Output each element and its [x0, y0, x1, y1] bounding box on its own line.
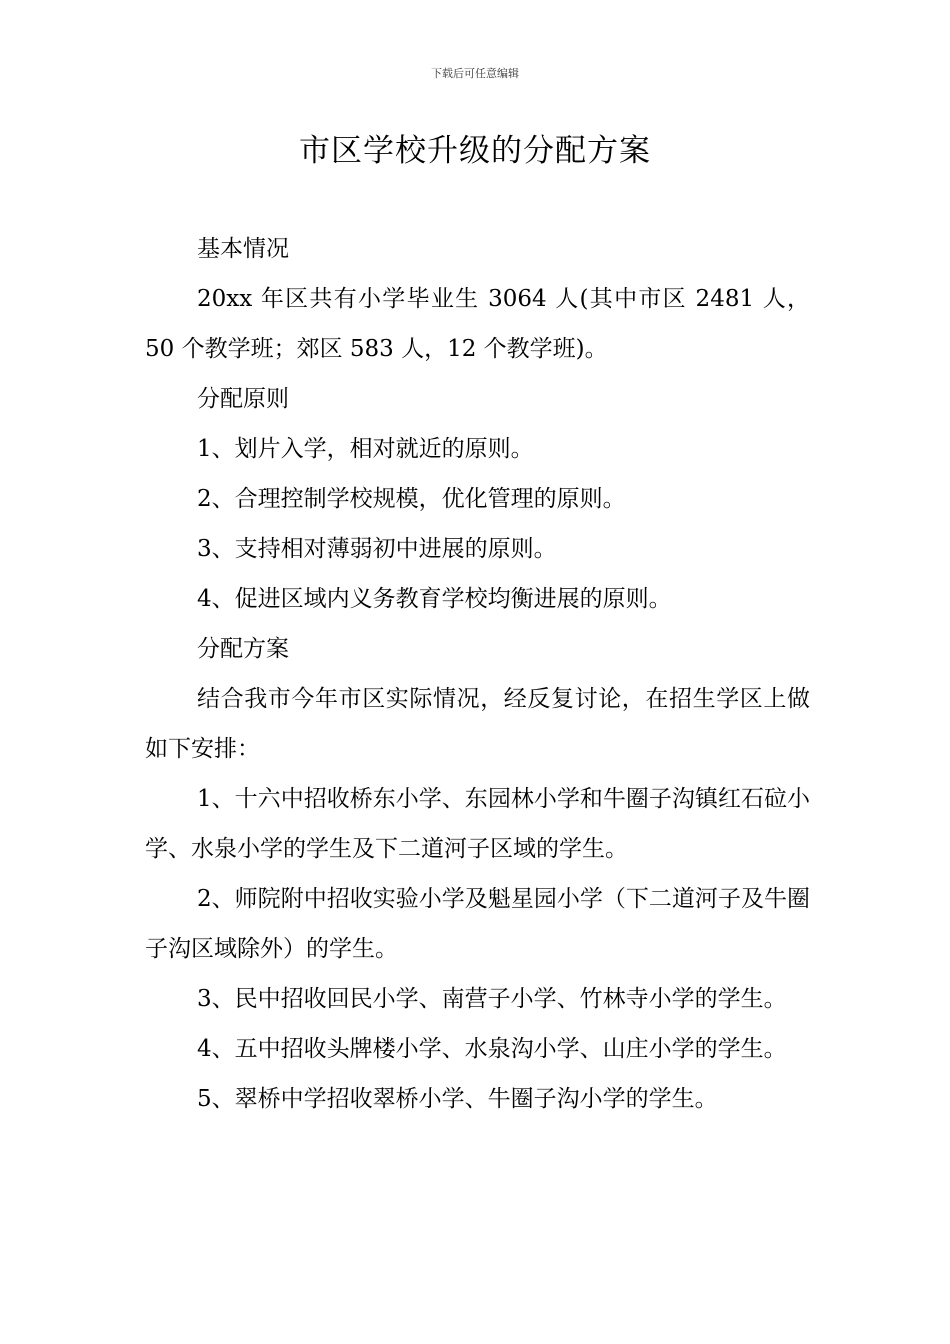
plan-item-4: 4、五中招收头牌楼小学、水泉沟小学、山庄小学的学生。: [197, 1036, 787, 1062]
plan-item-3: 3、民中招收回民小学、南营子小学、竹林寺小学的学生。: [197, 986, 787, 1012]
plan-item-1: 1、十六中招收桥东小学、东园林小学和牛圈子沟镇红石砬小学、水泉小学的学生及下二道河子区域的学生。: [145, 786, 810, 862]
principle-item-4: 4、促进区域内义务教育学校均衡进展的原则。: [197, 586, 672, 612]
principle-item-3: 3、支持相对薄弱初中进展的原则。: [197, 536, 557, 562]
section-heading-allocation-plan: 分配方案: [197, 636, 289, 662]
document-title: 市区学校升级的分配方案: [299, 133, 651, 169]
principle-item-1: 1、划片入学，相对就近的原则。: [197, 436, 534, 462]
page-header-note: 下载后可任意编辑: [431, 67, 519, 80]
section-heading-allocation-principles: 分配原则: [197, 386, 289, 412]
paragraph-plan-intro: 结合我市今年市区实际情况，经反复讨论，在招生学区上做如下安排：: [145, 686, 810, 762]
plan-item-5: 5、翠桥中学招收翠桥小学、牛圈子沟小学的学生。: [197, 1086, 718, 1112]
principle-item-2: 2、合理控制学校规模，优化管理的原则。: [197, 486, 626, 512]
section-heading-basic-situation: 基本情况: [197, 236, 289, 262]
plan-item-2: 2、师院附中招收实验小学及魁星园小学（下二道河子及牛圈子沟区域除外）的学生。: [145, 886, 810, 962]
paragraph-graduate-statistics: 20xx 年区共有小学毕业生 3064 人(其中市区 2481 人，50 个教学班；郊区 583 人，12 个教学班)。: [145, 286, 810, 362]
document-body: [145, 224, 810, 1124]
